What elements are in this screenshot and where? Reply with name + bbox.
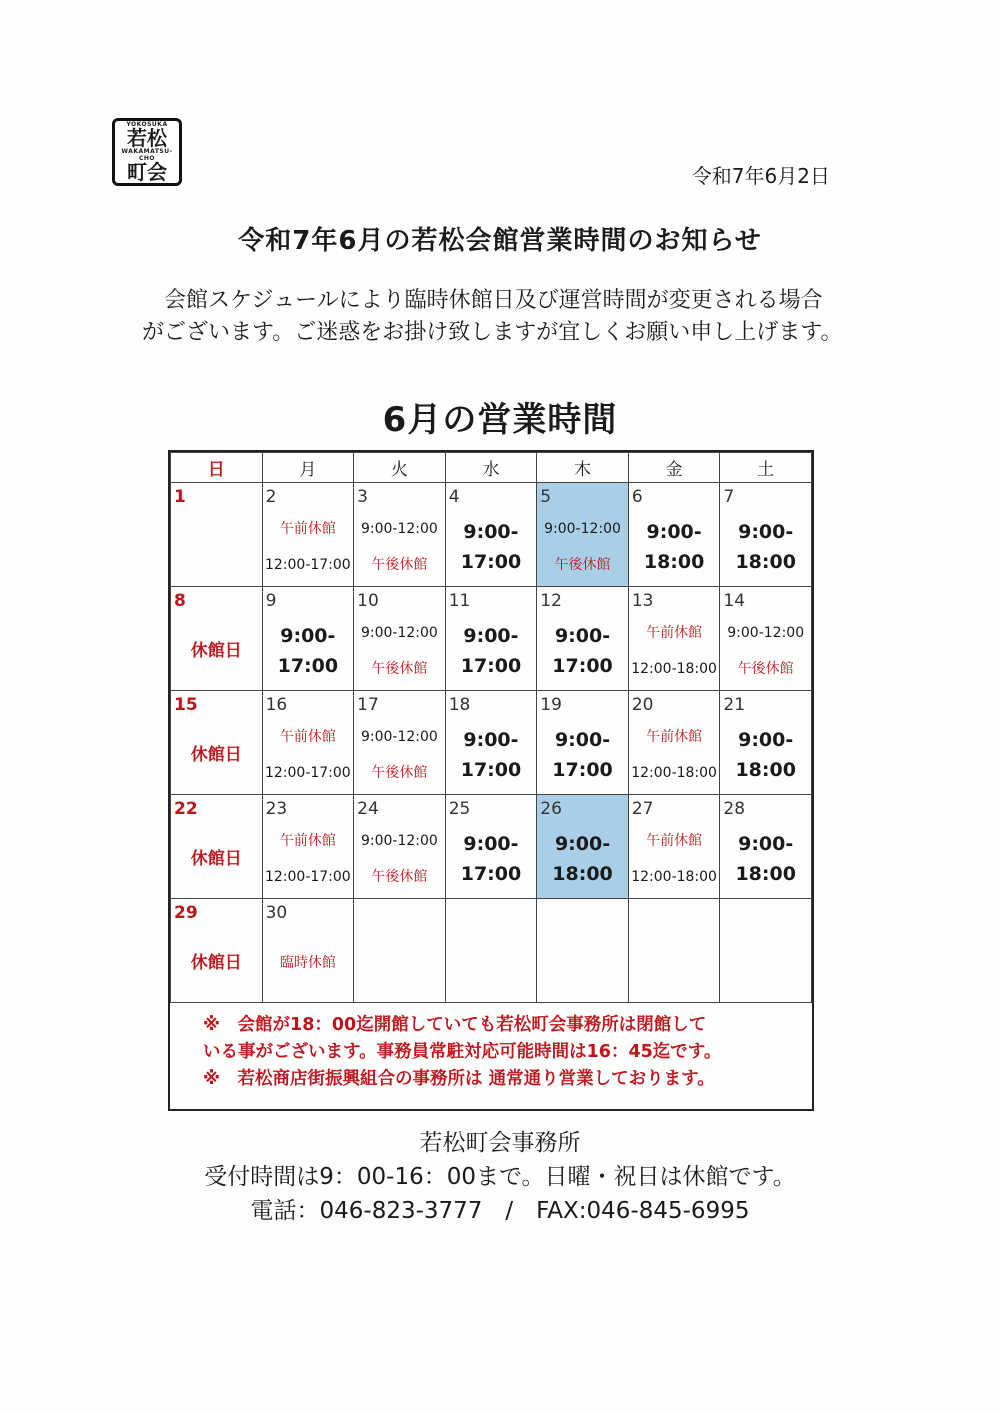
day-schedule: [720, 615, 811, 686]
hours-text: 9:00-: [554, 728, 611, 751]
day-number: 3: [357, 487, 368, 507]
hours-text: 18:00: [735, 862, 796, 885]
day-schedule: [446, 719, 537, 790]
calendar-week-row: [171, 899, 812, 1003]
day-schedule: [720, 823, 811, 894]
footer: [0, 1126, 1000, 1228]
hours-text: 17:00: [552, 758, 613, 781]
hours-text: 18:00: [735, 758, 796, 781]
day-number: 6: [631, 487, 643, 507]
closure-label: 午前休館: [279, 832, 336, 849]
notes-section: [170, 1003, 812, 1093]
calendar-day-cell: [537, 899, 629, 1003]
day-schedule: [629, 823, 720, 894]
note-line-2: いる事がございます。事務員常駐対応可能時間は16：45迄です。: [203, 1042, 722, 1062]
calendar-week-row: [171, 587, 812, 691]
calendar-day-cell: [171, 899, 263, 1003]
calendar-day-cell: [720, 483, 812, 587]
day-schedule: [537, 615, 628, 686]
hours-text: 9:00-: [554, 832, 611, 855]
hours-text: 9:00-: [463, 520, 519, 543]
calendar-day-cell: [262, 899, 354, 1003]
day-schedule: [629, 615, 720, 686]
calendar-day-cell: [720, 795, 812, 899]
logo-top-text: YOKOSUKA: [126, 121, 168, 128]
day-schedule: [537, 719, 628, 790]
intro-line-2: がございます。ご迷惑をお掛け致しますが宜しくお願い申し上げます。: [142, 320, 843, 345]
day-number: 26: [540, 799, 562, 819]
day-schedule: [354, 719, 445, 790]
hours-text: 9:00-12:00: [360, 624, 438, 641]
day-number: 25: [448, 799, 471, 819]
day-schedule: [263, 615, 354, 686]
hours-text: 18:00: [643, 550, 705, 573]
day-number: 17: [357, 695, 379, 715]
calendar-day-cell: [628, 483, 720, 587]
closed-day-label: 休館日: [190, 952, 242, 973]
closed-day-label: 休館日: [190, 848, 242, 869]
day-number: 21: [723, 695, 746, 715]
day-number: 29: [174, 903, 198, 923]
day-schedule: [263, 719, 354, 790]
hours-text: 9:00-: [554, 624, 611, 647]
closed-day-label: 休館日: [190, 640, 242, 661]
day-number: 23: [265, 799, 288, 819]
wakamatsu-logo: [112, 118, 182, 186]
calendar-day-cell: [537, 691, 629, 795]
hours-text: 9:00-: [738, 832, 794, 855]
weekday-header: 日: [171, 453, 263, 483]
calendar-day-cell: [628, 691, 720, 795]
calendar-day-cell: [537, 587, 629, 691]
hours-text: 9:00-: [738, 520, 794, 543]
closure-label: 午前休館: [279, 728, 336, 745]
day-schedule: [263, 927, 354, 998]
day-schedule: [446, 615, 537, 686]
hours-text: 12:00-17:00: [264, 556, 351, 573]
day-number: 1: [174, 487, 186, 507]
day-schedule: [537, 823, 628, 894]
hours-text: 12:00-18:00: [631, 660, 717, 677]
issue-date: 令和7年6月2日: [691, 164, 830, 188]
page-title: 令和7年6月の若松会館営業時間のお知らせ: [238, 226, 762, 256]
closure-label: 午後休館: [371, 868, 428, 885]
hours-text: 9:00-: [463, 624, 519, 647]
hours-text: 17:00: [460, 862, 522, 885]
hours-text: 12:00-17:00: [264, 764, 351, 781]
calendar-week-row: [171, 691, 812, 795]
day-number: 13: [631, 591, 654, 611]
day-number: 15: [174, 695, 198, 715]
calendar-day-cell: [720, 899, 812, 1003]
weekday-header: 月: [262, 453, 354, 483]
closed-day-label: 休館日: [190, 744, 242, 765]
day-number: 2: [265, 487, 277, 507]
day-schedule: [263, 511, 354, 582]
intro-text: [142, 285, 862, 349]
calendar-day-cell: [445, 795, 537, 899]
calendar-day-cell: [628, 795, 720, 899]
calendar-day-cell: [720, 587, 812, 691]
hours-text: 18:00: [735, 550, 796, 573]
day-schedule: [446, 823, 537, 894]
day-schedule: [720, 511, 811, 582]
hours-text: 9:00-: [738, 728, 794, 751]
calendar-title: 6月の営業時間: [382, 400, 618, 440]
day-number: 10: [357, 591, 379, 611]
hours-text: 12:00-18:00: [631, 764, 717, 781]
day-number: 24: [357, 799, 379, 819]
day-schedule: [171, 615, 262, 686]
hours-text: 9:00-: [646, 520, 702, 543]
calendar-day-cell: [628, 587, 720, 691]
calendar-day-cell: [537, 795, 629, 899]
calendar-grid: [170, 452, 812, 1003]
hours-text: 9:00-12:00: [360, 728, 438, 745]
day-number: 12: [540, 591, 562, 611]
closure-label: 午後休館: [371, 660, 428, 677]
day-number: 19: [540, 695, 562, 715]
calendar-day-cell: [445, 899, 537, 1003]
calendar-day-cell: [354, 795, 446, 899]
calendar-box: [168, 450, 814, 1111]
weekday-header: 土: [720, 453, 812, 483]
calendar-day-cell: [720, 691, 812, 795]
calendar-week-row: [171, 795, 812, 899]
calendar-day-cell: [354, 691, 446, 795]
day-number: 20: [631, 695, 654, 715]
calendar-day-cell: [262, 691, 354, 795]
day-schedule: [629, 511, 720, 582]
calendar-day-cell: [171, 587, 263, 691]
logo-line2: 町会: [127, 160, 167, 184]
day-number: 7: [723, 487, 735, 507]
closure-label: 午前休館: [646, 624, 703, 641]
day-schedule: [354, 511, 445, 582]
note-line-1: ※ 会館が18：00迄開館していても若松町会事務所は閉館して: [203, 1015, 707, 1035]
calendar-day-cell: [354, 587, 446, 691]
day-schedule: [720, 719, 811, 790]
day-number: 27: [631, 799, 654, 819]
weekday-header: 木: [537, 453, 629, 483]
day-schedule: [354, 823, 445, 894]
day-schedule: [537, 511, 628, 582]
day-number: 8: [174, 591, 186, 611]
calendar-day-cell: [537, 483, 629, 587]
closure-label: 臨時休館: [279, 954, 336, 971]
logo-middle-text: WAKAMATSU-CHO: [121, 148, 173, 162]
calendar-day-cell: [354, 899, 446, 1003]
calendar-day-cell: [171, 795, 263, 899]
day-schedule: [354, 615, 445, 686]
day-number: 14: [723, 591, 746, 611]
hours-text: 17:00: [460, 758, 522, 781]
closure-label: 午前休館: [646, 832, 703, 849]
day-number: 11: [448, 591, 471, 611]
day-number: 30: [265, 903, 288, 923]
office-name: 若松町会事務所: [419, 1130, 581, 1156]
weekday-header-row: [171, 453, 812, 483]
weekday-header: 水: [445, 453, 537, 483]
calendar-day-cell: [171, 691, 263, 795]
day-number: 4: [448, 487, 460, 507]
intro-line-1: 会館スケジュールにより臨時休館日及び運営時間が変更される場合: [164, 288, 823, 313]
day-number: 16: [265, 695, 288, 715]
hours-text: 9:00-: [463, 728, 519, 751]
closure-label: 午後休館: [371, 764, 428, 781]
weekday-header: 火: [354, 453, 446, 483]
hours-text: 9:00-12:00: [360, 520, 438, 537]
closure-label: 午後休館: [737, 660, 794, 677]
calendar-day-cell: [262, 795, 354, 899]
office-hours: 受付時間は9：00-16：00まで。日曜・祝日は休館です。: [204, 1164, 796, 1190]
day-number: 22: [174, 799, 198, 819]
hours-text: 9:00-12:00: [727, 624, 805, 641]
hours-text: 9:00-12:00: [360, 832, 438, 849]
hours-text: 17:00: [277, 654, 339, 677]
day-schedule: [446, 511, 537, 582]
closure-label: 午前休館: [279, 520, 336, 537]
calendar-day-cell: [628, 899, 720, 1003]
logo-line1: 若松: [127, 126, 167, 150]
closure-label: 午後休館: [554, 556, 611, 573]
day-number: 5: [540, 487, 552, 507]
hours-text: 17:00: [460, 654, 522, 677]
calendar-day-cell: [354, 483, 446, 587]
day-schedule: [171, 927, 262, 998]
hours-text: 17:00: [460, 550, 522, 573]
calendar-body: [171, 483, 812, 1003]
calendar-day-cell: [445, 483, 537, 587]
weekday-header: 金: [628, 453, 720, 483]
calendar-day-cell: [445, 691, 537, 795]
day-schedule: [171, 719, 262, 790]
day-number: 28: [723, 799, 746, 819]
calendar-day-cell: [171, 483, 263, 587]
hours-text: 12:00-17:00: [264, 868, 351, 885]
calendar-week-row: [171, 483, 812, 587]
day-number: 18: [448, 695, 471, 715]
day-schedule: [171, 823, 262, 894]
hours-text: 9:00-: [280, 624, 336, 647]
note-line-3: ※ 若松商店街振興組合の事務所は 通常通り営業しております。: [203, 1069, 715, 1089]
hours-text: 17:00: [552, 654, 613, 677]
contact-info: 電話：046-823-3777 / FAX:046-845-6995: [250, 1198, 750, 1224]
hours-text: 12:00-18:00: [631, 868, 717, 885]
closure-label: 午後休館: [371, 556, 428, 573]
calendar-day-cell: [262, 587, 354, 691]
day-number: 9: [265, 591, 277, 611]
day-schedule: [629, 719, 720, 790]
hours-text: 18:00: [552, 862, 613, 885]
calendar-day-cell: [445, 587, 537, 691]
hours-text: 9:00-12:00: [544, 520, 621, 537]
calendar-day-cell: [262, 483, 354, 587]
hours-text: 9:00-: [463, 832, 519, 855]
day-schedule: [263, 823, 354, 894]
closure-label: 午前休館: [646, 728, 703, 745]
